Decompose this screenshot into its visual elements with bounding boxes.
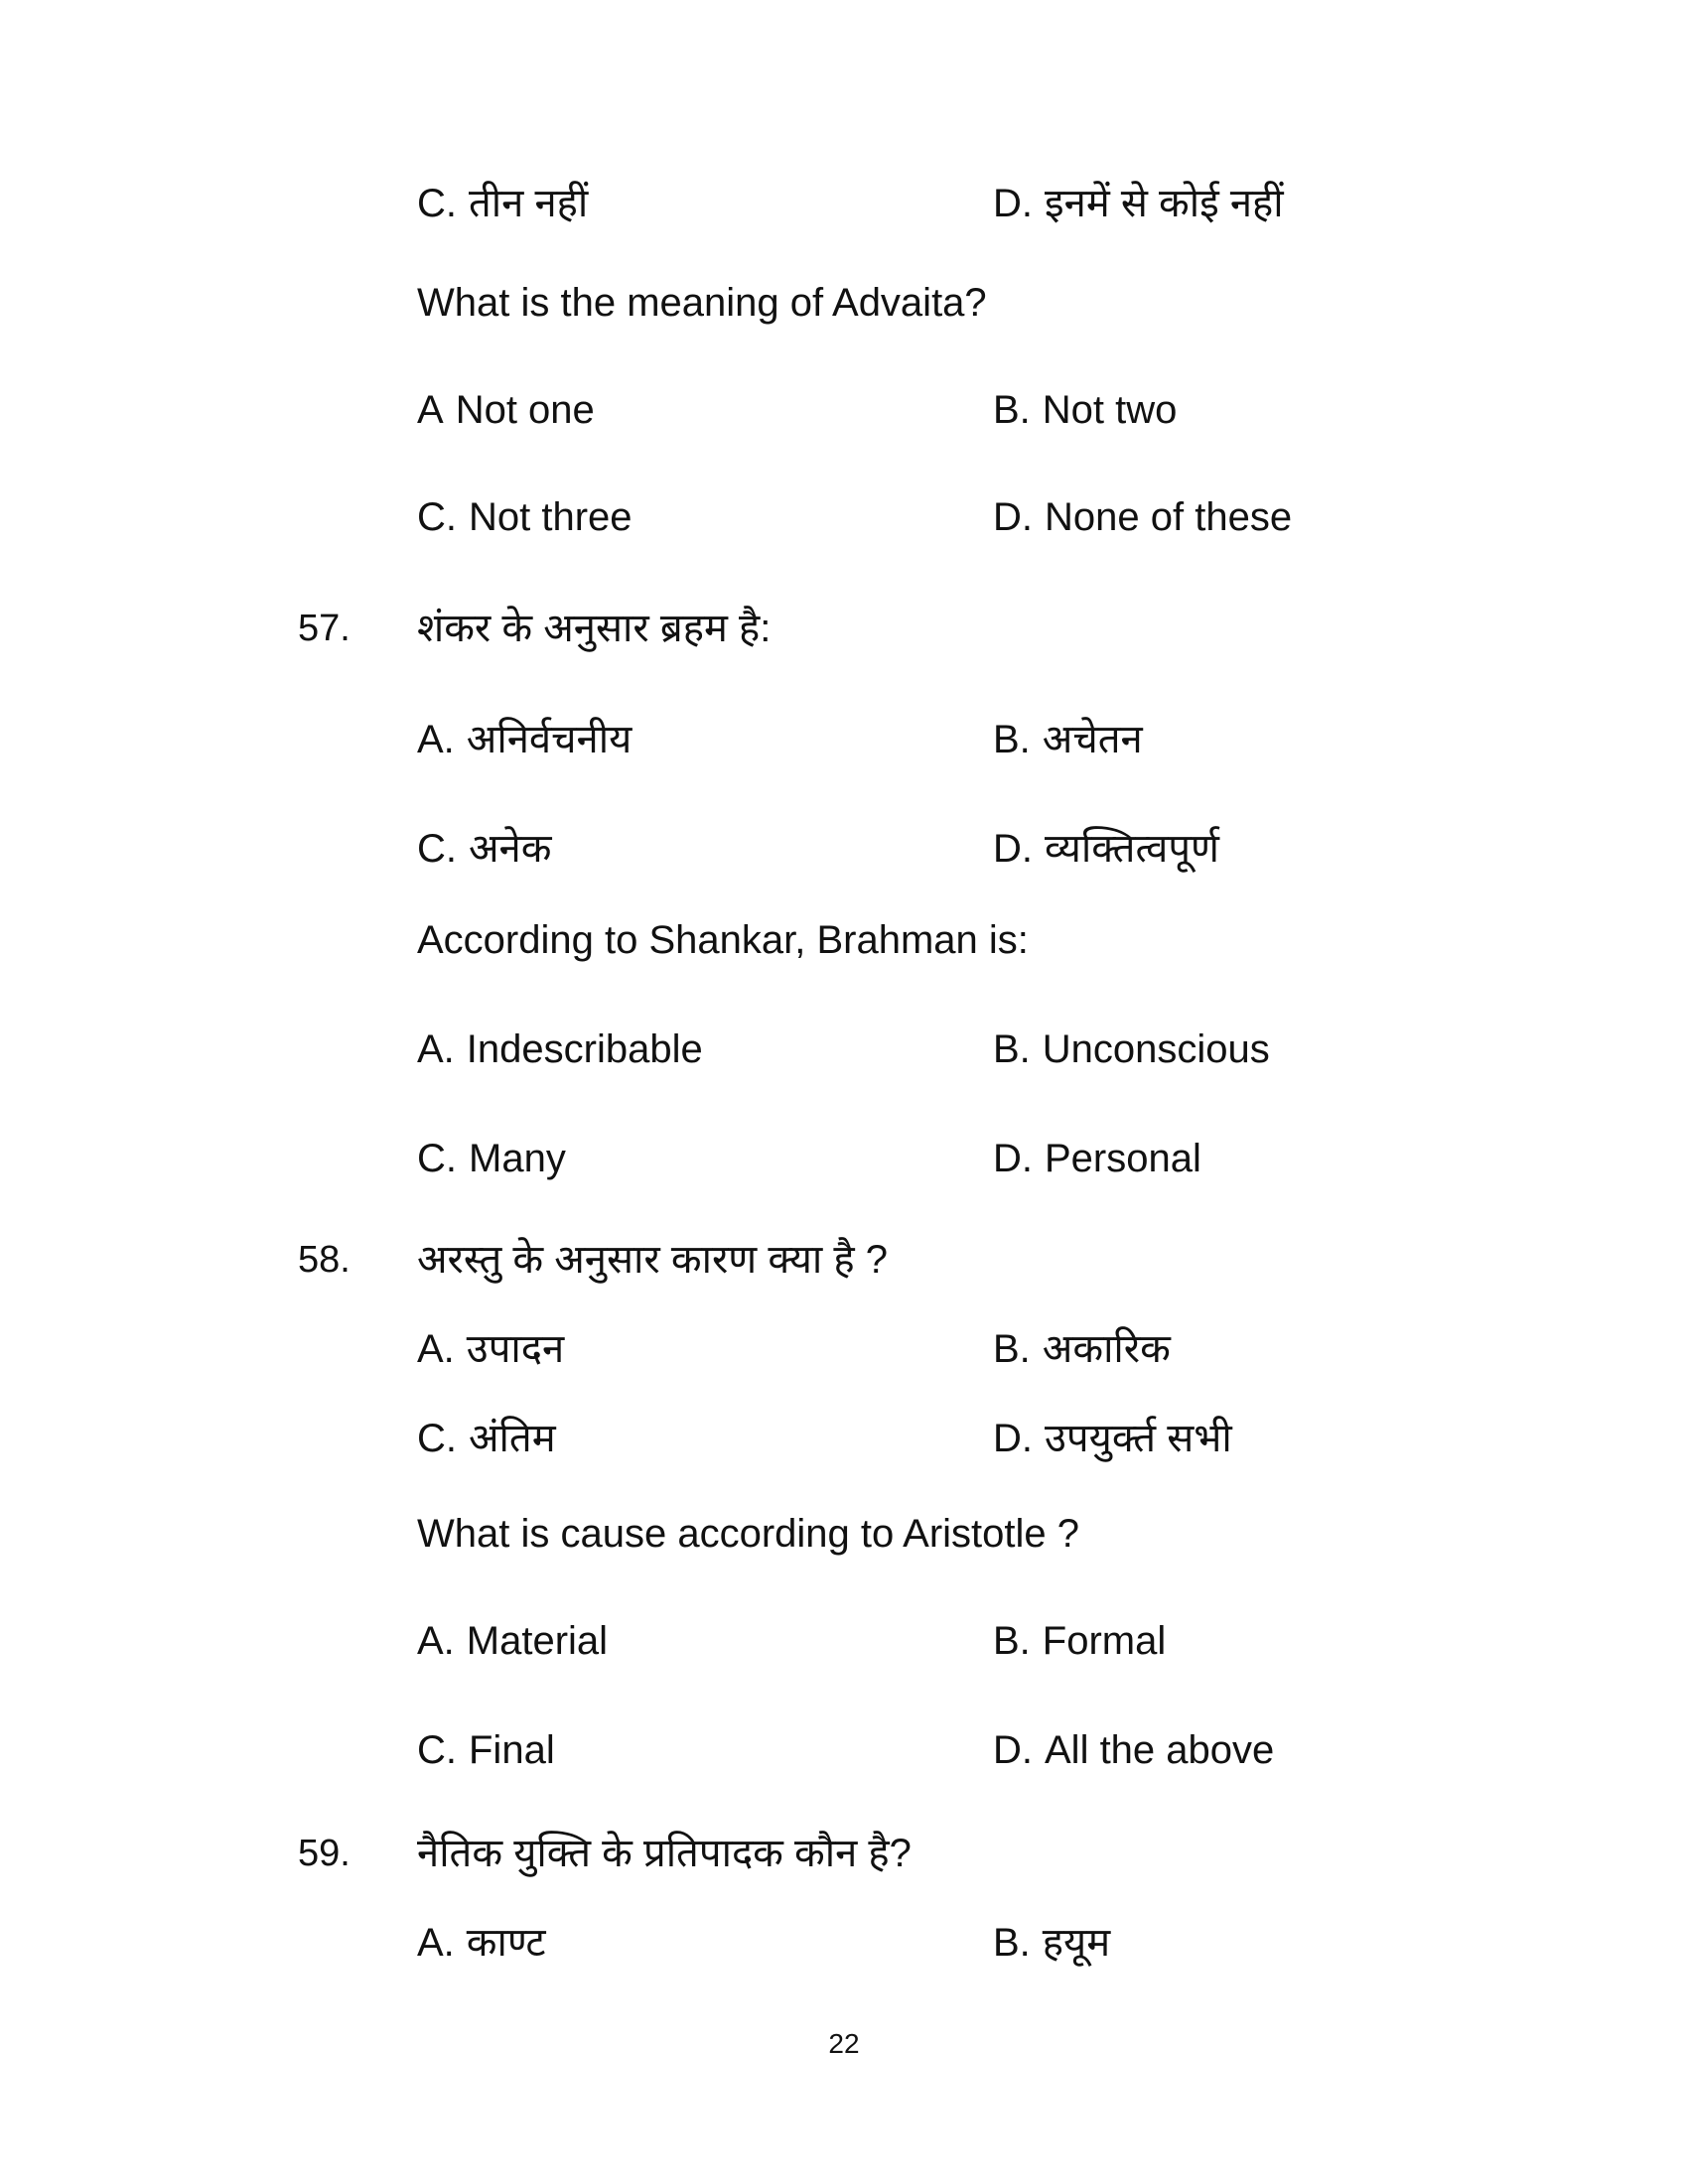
q58-option-d-english <box>993 1725 1569 1775</box>
q59-question-row <box>298 1829 1569 1878</box>
question-text: According to Shankar, Brahman is: <box>417 918 1029 962</box>
option-label: C. <box>417 1137 457 1180</box>
option-text: अकारिक <box>1042 1327 1171 1371</box>
q58-english-options-ab-row <box>417 1616 1569 1666</box>
q58-english-options-cd-row <box>417 1725 1569 1775</box>
q57-question-hindi: शंकर के अनुसार ब्रहम है: <box>417 607 772 650</box>
q58-question-row <box>298 1235 1569 1285</box>
q57-option-c-hindi <box>417 824 993 874</box>
q58-hindi-options-ab-row <box>417 1324 1569 1374</box>
q56-option-d-hindi <box>993 179 1569 228</box>
q56-english-options-ab-row <box>417 385 1569 435</box>
option-label: C. <box>417 827 457 871</box>
option-text: Final <box>469 1728 555 1772</box>
option-label: D. <box>993 1137 1033 1180</box>
option-text: Not two <box>1042 388 1178 432</box>
option-label: C. <box>417 495 457 539</box>
option-label: D. <box>993 1728 1033 1772</box>
q59-hindi-options-ab-row <box>417 1918 1569 1968</box>
option-label: B. <box>993 388 1031 432</box>
q57-question-english <box>417 915 1569 965</box>
option-text: Unconscious <box>1042 1027 1270 1071</box>
option-text: Not three <box>469 495 633 539</box>
q58-option-d-hindi <box>993 1414 1569 1463</box>
q57-english-options-cd-row <box>417 1134 1569 1183</box>
q58-question-hindi: अरस्तु के अनुसार कारण क्या है ? <box>417 1238 889 1282</box>
option-text: Personal <box>1045 1137 1201 1180</box>
option-text: Many <box>469 1137 566 1180</box>
q57-option-d-english <box>993 1134 1569 1183</box>
option-label: A <box>417 388 444 432</box>
option-text: हयूम <box>1042 1921 1111 1965</box>
option-label: D. <box>993 182 1033 225</box>
q56-english-options-cd-row <box>417 492 1569 542</box>
option-text: तीन नहीं <box>469 182 589 225</box>
question-number: 58. <box>298 1239 351 1281</box>
option-label: D. <box>993 495 1033 539</box>
option-text: उपादन <box>466 1327 565 1371</box>
option-text: अंतिम <box>469 1417 556 1460</box>
option-text: Not one <box>455 388 595 432</box>
option-label: B. <box>993 1327 1031 1371</box>
option-text: Indescribable <box>466 1027 703 1071</box>
question-number: 59. <box>298 1833 351 1874</box>
q58-option-c-english <box>417 1725 993 1775</box>
option-text: Material <box>466 1619 609 1663</box>
option-label: C. <box>417 1417 457 1460</box>
question-text: What is the meaning of Advaita? <box>417 281 987 325</box>
q59-question-hindi: नैतिक युक्ति के प्रतिपादक कौन है? <box>417 1832 912 1875</box>
q56-option-c-hindi <box>417 179 993 228</box>
page-number: 22 <box>828 2028 860 2059</box>
q56-hindi-options-cd-row <box>417 179 1569 228</box>
option-text: अचेतन <box>1042 718 1143 761</box>
option-label: B. <box>993 1619 1031 1663</box>
q56-option-d-english <box>993 492 1569 542</box>
q57-question-row <box>298 604 1569 653</box>
option-text: उपयुर्क्त सभी <box>1045 1417 1232 1460</box>
q59-option-b-hindi <box>993 1918 1569 1968</box>
q58-option-b-english <box>993 1616 1569 1666</box>
q58-hindi-options-cd-row <box>417 1414 1569 1463</box>
q58-option-a-hindi <box>417 1324 993 1374</box>
q56-option-a-english <box>417 385 993 435</box>
option-text: अनेक <box>469 827 552 871</box>
option-label: A. <box>417 718 455 761</box>
q58-option-b-hindi <box>993 1324 1569 1374</box>
option-label: A. <box>417 1327 455 1371</box>
option-text: Formal <box>1042 1619 1167 1663</box>
q57-option-c-english <box>417 1134 993 1183</box>
q56-option-b-english <box>993 385 1569 435</box>
q57-option-d-hindi <box>993 824 1569 874</box>
q57-option-b-english <box>993 1024 1569 1074</box>
option-label: B. <box>993 718 1031 761</box>
option-text: इनमें से कोई नहीं <box>1045 182 1284 225</box>
question-number: 57. <box>298 608 351 649</box>
option-label: C. <box>417 1728 457 1772</box>
option-text: All the above <box>1045 1728 1275 1772</box>
q57-english-options-ab-row <box>417 1024 1569 1074</box>
q59-option-a-hindi <box>417 1918 993 1968</box>
q56-option-c-english <box>417 492 993 542</box>
option-label: D. <box>993 827 1033 871</box>
q57-hindi-options-ab-row <box>417 715 1569 764</box>
option-text: None of these <box>1045 495 1293 539</box>
option-label: C. <box>417 182 457 225</box>
q57-option-b-hindi <box>993 715 1569 764</box>
option-label: B. <box>993 1027 1031 1071</box>
q58-option-a-english <box>417 1616 993 1666</box>
option-label: A. <box>417 1921 455 1965</box>
q58-question-english <box>417 1509 1569 1559</box>
option-label: A. <box>417 1027 455 1071</box>
option-label: D. <box>993 1417 1033 1460</box>
option-label: A. <box>417 1619 455 1663</box>
q57-option-a-english <box>417 1024 993 1074</box>
option-text: व्यक्तित्वपूर्ण <box>1045 827 1219 871</box>
q56-question-english <box>417 278 1569 328</box>
q58-option-c-hindi <box>417 1414 993 1463</box>
question-text: What is cause according to Aristotle ? <box>417 1512 1079 1556</box>
option-text: काण्ट <box>466 1921 546 1965</box>
option-text: अनिर्वचनीय <box>466 718 633 761</box>
q57-hindi-options-cd-row <box>417 824 1569 874</box>
option-label: B. <box>993 1921 1031 1965</box>
q57-option-a-hindi <box>417 715 993 764</box>
